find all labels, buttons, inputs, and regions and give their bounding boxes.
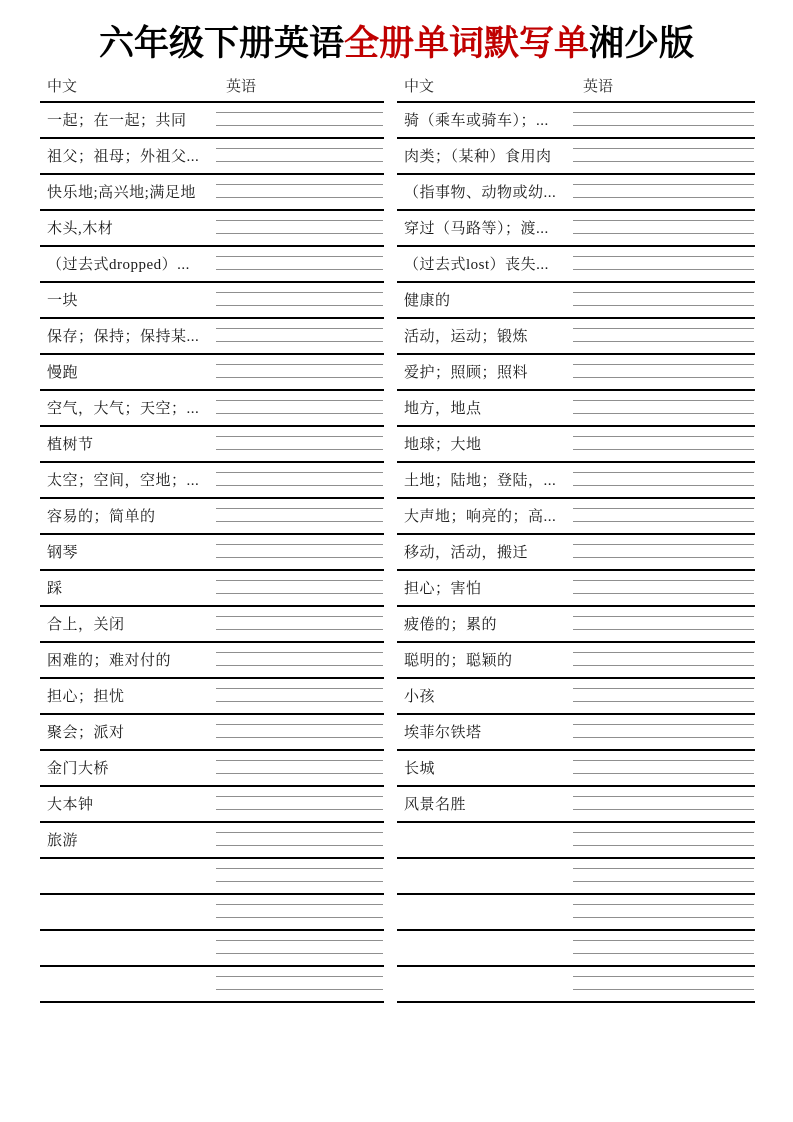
chinese-term: 骑（乘车或骑车）；...: [404, 113, 549, 130]
vocab-row: [40, 391, 384, 427]
english-writing-line: [216, 220, 383, 221]
chinese-term: 长城: [404, 761, 436, 778]
english-writing-line: [573, 148, 754, 149]
english-writing-line: [573, 233, 754, 234]
english-writing-line: [216, 652, 383, 653]
chinese-term: 大声地；响亮的；高...: [404, 509, 557, 526]
chinese-term: 地球；大地: [404, 437, 482, 454]
english-writing-line: [573, 544, 754, 545]
vocab-row: [40, 175, 384, 211]
english-writing-line: [573, 809, 754, 810]
english-writing-line: [216, 436, 383, 437]
english-writing-line: [216, 580, 383, 581]
english-writing-line: [573, 269, 754, 270]
english-writing-line: [216, 917, 383, 918]
english-writing-line: [216, 112, 383, 113]
english-writing-line: [573, 184, 754, 185]
english-writing-line: [216, 904, 383, 905]
chinese-term: 担心；担忧: [47, 689, 125, 706]
english-writing-line: [573, 449, 754, 450]
chinese-term: 地方，地点: [404, 401, 482, 418]
english-writing-line: [216, 868, 383, 869]
vocab-row: [40, 139, 384, 175]
column-header: [40, 66, 384, 103]
english-writing-line: [216, 449, 383, 450]
title-highlight: 全册单词默写单: [343, 24, 589, 63]
chinese-term: 穿过（马路等）；渡...: [404, 221, 549, 238]
english-writing-line: [216, 508, 383, 509]
vocab-row-empty: [397, 859, 755, 895]
vocab-row: [397, 787, 755, 823]
vocab-row: [40, 427, 384, 463]
english-writing-line: [573, 665, 754, 666]
vocab-row: [40, 751, 384, 787]
english-writing-line: [216, 701, 383, 702]
english-writing-line: [216, 256, 383, 257]
english-writing-line: [216, 148, 383, 149]
english-writing-line: [573, 580, 754, 581]
vocab-row: [397, 715, 755, 751]
english-header: 英语: [226, 79, 257, 95]
vocab-row: [40, 535, 384, 571]
vocab-row-empty: [40, 931, 384, 967]
chinese-term: 肉类；（某种）食用肉: [404, 149, 552, 166]
english-writing-line: [573, 881, 754, 882]
chinese-term: 植树节: [47, 437, 94, 454]
english-writing-line: [216, 845, 383, 846]
vocab-row-empty: [397, 823, 755, 859]
chinese-term: 太空；空间，空地；...: [47, 473, 200, 490]
english-writing-line: [216, 724, 383, 725]
vocab-row: [40, 499, 384, 535]
english-writing-line: [216, 989, 383, 990]
english-writing-line: [573, 917, 754, 918]
english-writing-line: [573, 773, 754, 774]
chinese-term: 快乐地;高兴地;满足地: [47, 185, 196, 202]
vocab-column-left: [40, 66, 384, 1003]
english-writing-line: [216, 269, 383, 270]
vocab-row: [40, 103, 384, 139]
vocab-row: [397, 463, 755, 499]
english-writing-line: [573, 197, 754, 198]
english-writing-line: [573, 328, 754, 329]
chinese-term: 旅游: [47, 833, 79, 850]
english-writing-line: [216, 593, 383, 594]
english-writing-line: [573, 701, 754, 702]
english-writing-line: [216, 557, 383, 558]
english-writing-line: [216, 341, 383, 342]
english-writing-line: [216, 665, 383, 666]
english-writing-line: [573, 796, 754, 797]
english-writing-line: [573, 724, 754, 725]
english-writing-line: [216, 629, 383, 630]
english-writing-line: [216, 292, 383, 293]
vocab-row: [40, 319, 384, 355]
english-writing-line: [573, 652, 754, 653]
chinese-header: 中文: [404, 79, 435, 95]
english-writing-line: [216, 688, 383, 689]
english-writing-line: [216, 184, 383, 185]
english-header: 英语: [583, 79, 614, 95]
chinese-term: 大本钟: [47, 797, 94, 814]
english-writing-line: [573, 341, 754, 342]
english-writing-line: [216, 544, 383, 545]
chinese-term: 困难的；难对付的: [47, 653, 172, 670]
chinese-term: 金门大桥: [47, 761, 110, 778]
vocab-row: [397, 103, 755, 139]
english-writing-line: [216, 328, 383, 329]
row-container: [397, 103, 755, 1003]
english-writing-line: [573, 557, 754, 558]
english-writing-line: [216, 233, 383, 234]
vocab-row: [40, 715, 384, 751]
vocab-row-empty: [40, 859, 384, 895]
english-writing-line: [573, 305, 754, 306]
english-writing-line: [216, 881, 383, 882]
english-writing-line: [573, 616, 754, 617]
english-writing-line: [573, 400, 754, 401]
chinese-header: 中文: [47, 79, 78, 95]
chinese-term: （指事物、动物或幼...: [404, 185, 557, 202]
vocab-row-empty: [397, 967, 755, 1003]
chinese-term: 踩: [47, 581, 63, 598]
english-writing-line: [216, 364, 383, 365]
page-title: [0, 0, 793, 66]
vocab-row: [397, 679, 755, 715]
english-writing-line: [573, 904, 754, 905]
vocab-row: [397, 391, 755, 427]
vocab-row: [40, 247, 384, 283]
vocab-row-empty: [40, 967, 384, 1003]
vocab-row: [40, 643, 384, 679]
chinese-term: 合上，关闭: [47, 617, 125, 634]
english-writing-line: [216, 773, 383, 774]
english-writing-line: [573, 593, 754, 594]
column-header: [397, 66, 755, 103]
english-writing-line: [573, 940, 754, 941]
english-writing-line: [573, 125, 754, 126]
vocab-row: [397, 427, 755, 463]
english-writing-line: [573, 364, 754, 365]
english-writing-line: [573, 629, 754, 630]
english-writing-line: [216, 197, 383, 198]
english-writing-line: [216, 400, 383, 401]
title-suffix: 湘少版: [589, 24, 695, 63]
vocab-row: [40, 463, 384, 499]
chinese-term: 疲倦的；累的: [404, 617, 498, 634]
english-writing-line: [216, 377, 383, 378]
chinese-term: 移动，活动，搬迁: [404, 545, 529, 562]
english-writing-line: [573, 976, 754, 977]
english-writing-line: [573, 413, 754, 414]
english-writing-line: [573, 485, 754, 486]
english-writing-line: [573, 688, 754, 689]
english-writing-line: [216, 737, 383, 738]
chinese-term: 埃菲尔铁塔: [404, 725, 482, 742]
english-writing-line: [573, 112, 754, 113]
chinese-term: 土地；陆地；登陆，...: [404, 473, 557, 490]
chinese-term: 空气，大气；天空；...: [47, 401, 200, 418]
english-writing-line: [216, 161, 383, 162]
chinese-term: （过去式dropped）...: [47, 257, 190, 274]
vocab-row: [40, 211, 384, 247]
english-writing-line: [573, 220, 754, 221]
vocab-row-empty: [40, 895, 384, 931]
english-writing-line: [573, 436, 754, 437]
english-writing-line: [573, 292, 754, 293]
english-writing-line: [216, 796, 383, 797]
english-writing-line: [216, 616, 383, 617]
chinese-term: 担心；害怕: [404, 581, 482, 598]
chinese-term: 保存；保持；保持某...: [47, 329, 200, 346]
english-writing-line: [573, 832, 754, 833]
vocab-row: [40, 787, 384, 823]
english-writing-line: [573, 845, 754, 846]
english-writing-line: [573, 868, 754, 869]
chinese-term: 爱护；照顾；照料: [404, 365, 529, 382]
english-writing-line: [573, 521, 754, 522]
english-writing-line: [216, 521, 383, 522]
chinese-term: 风景名胜: [404, 797, 467, 814]
english-writing-line: [573, 508, 754, 509]
english-writing-line: [216, 953, 383, 954]
vocab-column-right: [397, 66, 755, 1003]
chinese-term: 活动，运动；锻炼: [404, 329, 529, 346]
vocab-row: [397, 247, 755, 283]
vocab-row: [397, 175, 755, 211]
vocab-row: [40, 823, 384, 859]
english-writing-line: [216, 809, 383, 810]
english-writing-line: [573, 377, 754, 378]
english-writing-line: [216, 305, 383, 306]
vocab-row: [397, 535, 755, 571]
vocab-row-empty: [397, 931, 755, 967]
vocab-row: [397, 283, 755, 319]
vocab-row: [397, 211, 755, 247]
vocab-row: [40, 355, 384, 391]
english-writing-line: [216, 940, 383, 941]
english-writing-line: [216, 472, 383, 473]
chinese-term: 聚会；派对: [47, 725, 125, 742]
chinese-term: 钢琴: [47, 545, 79, 562]
english-writing-line: [573, 256, 754, 257]
english-writing-line: [573, 760, 754, 761]
title-prefix: 六年级下册英语: [98, 24, 344, 63]
english-writing-line: [216, 832, 383, 833]
chinese-term: 健康的: [404, 293, 451, 310]
vocab-row: [397, 751, 755, 787]
chinese-term: （过去式lost）丧失...: [404, 257, 549, 274]
vocab-row: [397, 319, 755, 355]
english-writing-line: [216, 485, 383, 486]
chinese-term: 慢跑: [47, 365, 79, 382]
vocab-row: [397, 139, 755, 175]
vocab-row: [40, 679, 384, 715]
chinese-term: 小孩: [404, 689, 436, 706]
chinese-term: 木头,木材: [47, 221, 114, 238]
english-writing-line: [216, 760, 383, 761]
english-writing-line: [216, 976, 383, 977]
chinese-term: 容易的；简单的: [47, 509, 156, 526]
vocab-table: [0, 66, 793, 1003]
english-writing-line: [573, 953, 754, 954]
vocab-row: [397, 643, 755, 679]
vocab-row: [40, 571, 384, 607]
english-writing-line: [573, 161, 754, 162]
english-writing-line: [573, 989, 754, 990]
chinese-term: 祖父；祖母；外祖父...: [47, 149, 200, 166]
vocab-row: [397, 607, 755, 643]
english-writing-line: [573, 737, 754, 738]
vocab-row-empty: [397, 895, 755, 931]
chinese-term: 一起；在一起；共同: [47, 113, 187, 130]
vocab-row: [40, 283, 384, 319]
english-writing-line: [216, 413, 383, 414]
row-container: [40, 103, 384, 1003]
vocab-row: [397, 499, 755, 535]
english-writing-line: [216, 125, 383, 126]
chinese-term: 一块: [47, 293, 79, 310]
chinese-term: 聪明的；聪颖的: [404, 653, 513, 670]
english-writing-line: [573, 472, 754, 473]
vocab-row: [397, 571, 755, 607]
vocab-row: [40, 607, 384, 643]
vocab-row: [397, 355, 755, 391]
